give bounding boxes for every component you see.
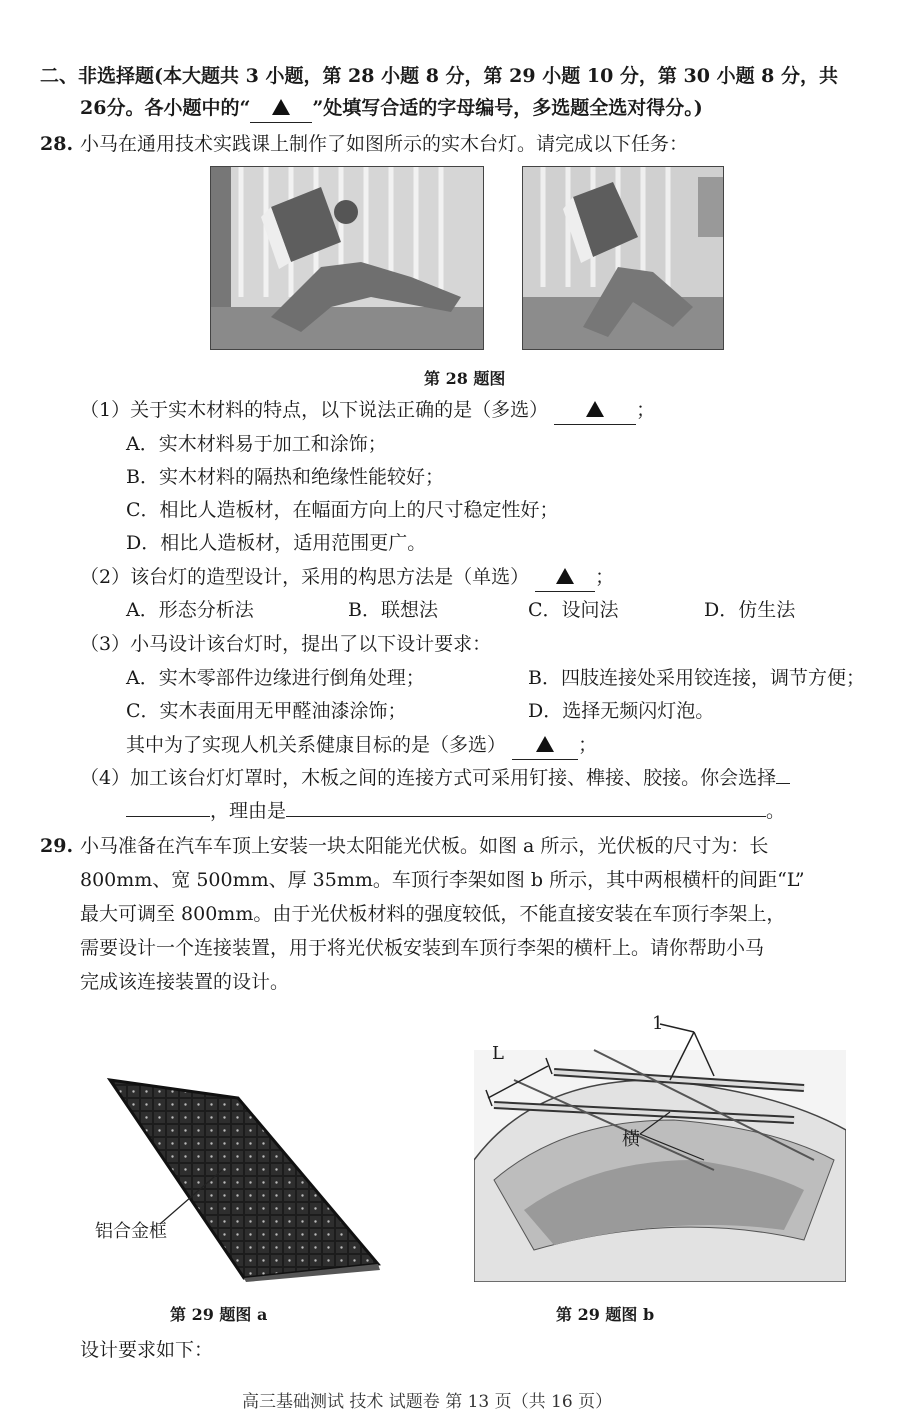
- lamp-photo-2-image: [523, 167, 723, 349]
- q28-p2-option-b: B．联想法: [348, 599, 438, 621]
- crossbar-label: 横: [622, 1129, 640, 1150]
- section-header-line2-pre: 26分。各小题中的“: [80, 97, 251, 119]
- solar-panel-drawing: [88, 1072, 388, 1282]
- triangle-icon: [536, 736, 554, 752]
- q28-p4-choice-blank: [126, 816, 210, 817]
- q28-p2-option-d: D．仿生法: [704, 599, 796, 621]
- q28-p3-end: ；: [578, 734, 598, 756]
- q29-line-1: 小马准备在汽车车顶上安装一块太阳能光伏板。如图 a 所示，光伏板的尺寸为：长: [80, 835, 769, 857]
- q29-fig-a-caption: 第 29 题图 a: [170, 1305, 268, 1324]
- q28-p2-text: （2）该台灯的造型设计，采用的构思方法是（单选）: [80, 566, 530, 588]
- q28-p1: [80, 396, 655, 425]
- q28-p4-reason-blank: [286, 816, 766, 817]
- q28-p1-option-b: B．实木材料的隔热和绝缘性能较好；: [126, 466, 444, 488]
- label-L: L: [492, 1043, 504, 1064]
- section-header-line1: 二、非选择题(本大题共 3 小题，第 28 小题 8 分，第 29 小题 10 分，第 30 小题 8 分，共: [40, 65, 839, 87]
- q29-line-2: 800mm、宽 500mm、厚 35mm。车顶行李架如图 b 所示，其中两根横杆的间距“L”: [80, 869, 805, 891]
- q28-p1-blank: [554, 396, 636, 425]
- triangle-icon: [556, 568, 574, 584]
- q28-p2: [80, 563, 614, 592]
- q28-p2-blank: [535, 563, 595, 592]
- q28-p1-option-a: A．实木材料易于加工和涂饰；: [126, 433, 387, 455]
- q28-p3-option-a: A．实木零部件边缘进行倒角处理；: [126, 667, 425, 689]
- label-1: 1: [652, 1013, 664, 1034]
- q29-fig-b-caption: 第 29 题图 b: [556, 1305, 655, 1324]
- q28-p3-followup-text: 其中为了实现人机关系健康目标的是（多选）: [126, 734, 507, 756]
- q28-p1-end: ；: [636, 399, 656, 421]
- q28-p4-reason: ，理由是: [210, 800, 287, 822]
- roof-rack-drawing: [474, 1010, 846, 1282]
- q29-design-requirements: 设计要求如下：: [80, 1339, 214, 1361]
- q28-p2-option-a: A．形态分析法: [126, 599, 254, 621]
- q28-p3-option-b: B．四肢连接处采用铰连接，调节方便；: [528, 667, 865, 689]
- q29-number: 29.: [40, 835, 74, 857]
- q29-line-3: 最大可调至 800mm。由于光伏板材料的强度较低，不能直接安装在车顶行李架上，: [80, 903, 786, 925]
- q28-p1-option-d: D．相比人造板材，适用范围更广。: [126, 532, 427, 554]
- aluminum-frame-label: 铝合金框: [95, 1221, 167, 1242]
- q28-p3-blank: [512, 731, 578, 760]
- answer-blank: [250, 94, 312, 123]
- q28-p2-end: ；: [595, 566, 615, 588]
- q29-line-4: 需要设计一个连接装置，用于将光伏板安装到车顶行李架的横杆上。请你帮助小马: [80, 937, 765, 959]
- q28-p2-option-c: C．设问法: [528, 599, 619, 621]
- triangle-icon: [272, 99, 290, 115]
- lamp-photo-2: [522, 166, 724, 350]
- lamp-photo-1: [210, 166, 484, 350]
- q28-p3-text: （3）小马设计该台灯时，提出了以下设计要求：: [80, 633, 492, 655]
- roof-rack-figure: [474, 1010, 846, 1282]
- triangle-icon: [586, 401, 604, 417]
- q28-p4-blank-a: [776, 783, 790, 784]
- q28-p4-text: （4）加工该台灯灯罩时，木板之间的连接方式可采用钉接、榫接、胶接。你会选择: [80, 767, 777, 789]
- q28-p4-line2: [126, 797, 785, 825]
- section-header-line2-post: ”处填写合适的字母编号，多选题全选对得分。): [312, 97, 703, 119]
- q28-p3-followup: [126, 731, 597, 760]
- page-footer: 高三基础测试 技术 试题卷 第 13 页（共 16 页）: [242, 1392, 613, 1412]
- q28-number: 28.: [40, 133, 74, 155]
- q28-p3-option-d: D．选择无频闪灯泡。: [528, 700, 715, 722]
- solar-panel-figure: [88, 1072, 388, 1282]
- q28-p3-option-c: C．实木表面用无甲醛油漆涂饰；: [126, 700, 407, 722]
- section-header-line2: [80, 94, 703, 123]
- q28-p1-option-c: C．相比人造板材，在幅面方向上的尺寸稳定性好；: [126, 499, 559, 521]
- q28-p4: [80, 764, 790, 792]
- q28-p1-text: （1）关于实木材料的特点，以下说法正确的是（多选）: [80, 399, 549, 421]
- q28-figure-caption: 第 28 题图: [424, 369, 506, 388]
- q28-stem: 小马在通用技术实践课上制作了如图所示的实木台灯。请完成以下任务：: [80, 133, 689, 155]
- q29-line-5: 完成该连接装置的设计。: [80, 971, 290, 993]
- q28-p4-end: 。: [766, 800, 786, 822]
- lamp-photo-1-image: [211, 167, 483, 349]
